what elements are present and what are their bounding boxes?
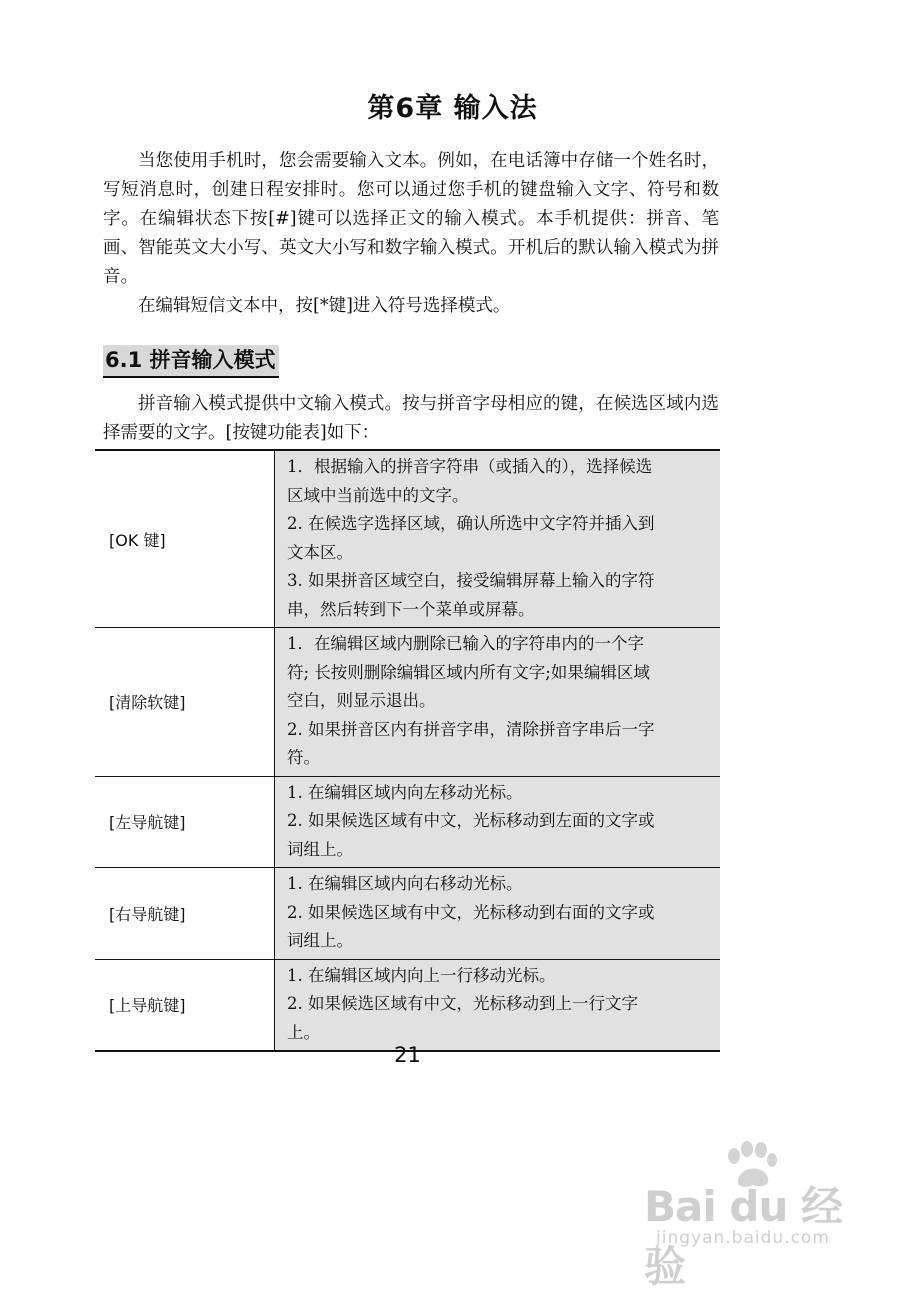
key-name-cell: [左导航键] [95,776,275,868]
table-row [95,959,720,1051]
key-name-cell: [OK 键] [95,450,275,628]
page-number: 21 [394,1043,421,1067]
description-line: 1. 在编辑区域内向左移动光标。 [287,782,523,802]
key-description-cell [275,628,721,777]
chapter-title: 第6章 输入法 [367,93,538,124]
section-heading: 6.1 拼音输入模式 [103,345,279,378]
key-description-cell [275,776,721,868]
description-line: 1．根据输入的拼音字符串（或插入的），选择候选 [287,457,653,476]
intro-text [103,147,719,321]
description-line: 空白，则显示退出。 [287,691,436,710]
table-row [95,450,720,628]
key-name-cell: [清除软键] [95,628,275,777]
intro-paragraph-1: 当您使用手机时，您会需要输入文本。例如，在电话簿中存储一个姓名时，写短消息时，创建日程安排时。您可以通过您手机的键盘输入文字、符号和数字。在编辑状态下按[#]键可以选择正文的输入模式。本手机提供：拼音、笔画、智能英文大小写、英文大小写和数字输入模式。开机后的默认输入模式为拼音。 [103,151,719,287]
description-line: 符; 长按则删除编辑区域内所有文字;如果编辑区域 [287,662,650,682]
description-line: 词组上。 [287,839,353,859]
description-line: 2. 在候选字选择区域，确认所选中文字符并插入到 [287,514,655,533]
key-description-cell [275,450,721,628]
description-line: 上。 [287,1022,320,1042]
description-line: 1. 在编辑区域内向上一行移动光标。 [287,965,556,985]
description-line: 区域中当前选中的文字。 [287,485,469,505]
key-description-cell [275,959,721,1051]
table-row [95,776,720,868]
description-line: 2. 如果拼音区内有拼音字串，清除拼音字串后一字 [287,719,655,739]
description-line: 文本区。 [287,542,353,562]
description-line: 串，然后转到下一个菜单或屏幕。 [287,599,535,619]
baidu-jingyan-watermark [630,1140,870,1291]
key-description-cell [275,868,721,960]
section-intro [103,390,719,448]
description-line: 2. 如果候选区域有中文，光标移动到右面的文字或 [287,902,655,922]
watermark-url: jingyan.baidu.com [656,1228,830,1248]
description-line: 2. 如果候选区域有中文，光标移动到左面的文字或 [287,811,655,830]
description-line: 词组上。 [287,931,353,950]
description-line: 1．在编辑区域内删除已输入的字符串内的一个字 [287,634,644,653]
table-row [95,868,720,960]
key-name-cell: [右导航键] [95,868,275,960]
watermark-logo-text: Bai du 经验 [644,1182,842,1291]
key-function-table [95,449,720,1052]
description-line: 3. 如果拼音区域空白，接受编辑屏幕上输入的字符 [287,571,655,590]
description-line: 2. 如果候选区域有中文，光标移动到上一行文字 [287,994,638,1013]
table-row [95,628,720,777]
description-line: 1. 在编辑区域内向右移动光标。 [287,874,523,893]
description-line: 符。 [287,748,320,767]
intro-paragraph-2: 在编辑短信文本中，按[*键]进入符号选择模式。 [138,296,511,316]
section-intro-paragraph: 拼音输入模式提供中文输入模式。按与拼音字母相应的键，在候选区域内选择需要的文字。[按键功能表]如下： [103,394,719,443]
key-name-cell: [上导航键] [95,959,275,1051]
